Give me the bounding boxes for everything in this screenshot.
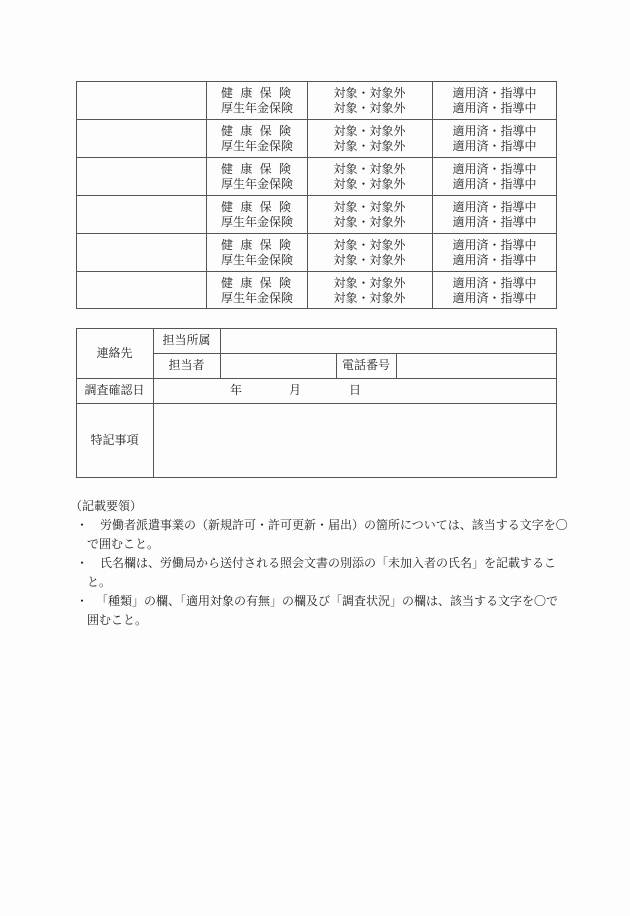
name-cell[interactable] [76, 233, 206, 271]
applicability-option[interactable]: 対象・対象外 [333, 162, 406, 176]
applicability-option[interactable]: 対象・対象外 [333, 86, 406, 100]
notes-heading: （記載要領） [70, 499, 143, 513]
name-cell[interactable] [76, 119, 206, 157]
insurance-type-health: 健 康 保 険 [221, 238, 291, 252]
status-option[interactable]: 適用済・指導中 [452, 215, 537, 229]
contact-label: 連絡先 [96, 346, 133, 360]
bullet: ・ [76, 594, 89, 608]
name-cell[interactable] [76, 271, 206, 309]
note-item-1-line1: 労働者派遣事業の（新規許可・許可更新・届出）の箇所については、該当する文字を〇 [100, 518, 568, 532]
name-cell[interactable] [76, 157, 206, 195]
department-field[interactable] [221, 329, 556, 353]
remarks-label: 特記事項 [90, 433, 139, 447]
insurance-type-pension: 厚生年金保険 [221, 253, 294, 267]
status-option[interactable]: 適用済・指導中 [452, 200, 537, 214]
name-cell[interactable] [76, 195, 206, 233]
phone-label: 電話番号 [341, 358, 390, 372]
status-option[interactable]: 適用済・指導中 [452, 291, 537, 305]
applicability-option[interactable]: 対象・対象外 [333, 291, 406, 305]
applicability-option[interactable]: 対象・対象外 [333, 124, 406, 138]
status-option[interactable]: 適用済・指導中 [452, 101, 537, 115]
insurance-type-pension: 厚生年金保険 [221, 101, 294, 115]
applicability-option[interactable]: 対象・対象外 [333, 238, 406, 252]
applicability-option[interactable]: 対象・対象外 [333, 177, 406, 191]
status-option[interactable]: 適用済・指導中 [452, 124, 537, 138]
insurance-type-health: 健 康 保 険 [221, 162, 291, 176]
status-option[interactable]: 適用済・指導中 [452, 253, 537, 267]
person-label: 担当者 [168, 358, 205, 372]
status-option[interactable]: 適用済・指導中 [452, 139, 537, 153]
status-option[interactable]: 適用済・指導中 [452, 162, 537, 176]
remarks-field[interactable] [154, 404, 556, 477]
table-row [76, 157, 557, 195]
insurance-type-health: 健 康 保 険 [221, 200, 291, 214]
table-row [76, 81, 557, 119]
status-option[interactable]: 適用済・指導中 [452, 276, 537, 290]
note-item-1-line2: で囲むこと。 [87, 537, 160, 551]
insurance-type-health: 健 康 保 険 [221, 86, 291, 100]
table-row [76, 195, 557, 233]
person-field[interactable] [221, 354, 336, 378]
bullet: ・ [76, 518, 89, 532]
note-item-2-line2: と。 [87, 575, 112, 589]
status-option[interactable]: 適用済・指導中 [452, 177, 537, 191]
date-year-label: 年 [230, 383, 243, 397]
survey-date-field[interactable] [154, 379, 556, 403]
note-item-2-line1: 氏名欄は、労働局から送付される照会文書の別添の「未加入者の氏名」を記載するこ [100, 556, 557, 570]
phone-field[interactable] [397, 354, 556, 378]
insurance-type-health: 健 康 保 険 [221, 276, 291, 290]
applicability-option[interactable]: 対象・対象外 [333, 215, 406, 229]
insurance-type-health: 健 康 保 険 [221, 124, 291, 138]
date-month-label: 月 [289, 383, 302, 397]
insurance-type-pension: 厚生年金保険 [221, 139, 294, 153]
status-option[interactable]: 適用済・指導中 [452, 238, 537, 252]
insurance-type-pension: 厚生年金保険 [221, 215, 294, 229]
table-row [76, 271, 557, 309]
note-item-3-line2: 囲むこと。 [87, 613, 148, 627]
applicability-option[interactable]: 対象・対象外 [333, 200, 406, 214]
insurance-type-pension: 厚生年金保険 [221, 177, 294, 191]
insurance-type-pension: 厚生年金保険 [221, 291, 294, 305]
date-day-label: 日 [349, 383, 362, 397]
bullet: ・ [76, 556, 89, 570]
table-row [76, 233, 557, 271]
survey-date-label: 調査確認日 [84, 383, 145, 397]
name-cell[interactable] [76, 81, 206, 119]
applicability-option[interactable]: 対象・対象外 [333, 139, 406, 153]
applicability-option[interactable]: 対象・対象外 [333, 101, 406, 115]
applicability-option[interactable]: 対象・対象外 [333, 253, 406, 267]
status-option[interactable]: 適用済・指導中 [452, 86, 537, 100]
applicability-option[interactable]: 対象・対象外 [333, 276, 406, 290]
note-item-3-line1: 「種類」の欄、「適用対象の有無」の欄及び「調査状況」の欄は、該当する文字を〇で [96, 594, 559, 608]
table-row [76, 119, 557, 157]
department-label: 担当所属 [162, 333, 211, 347]
